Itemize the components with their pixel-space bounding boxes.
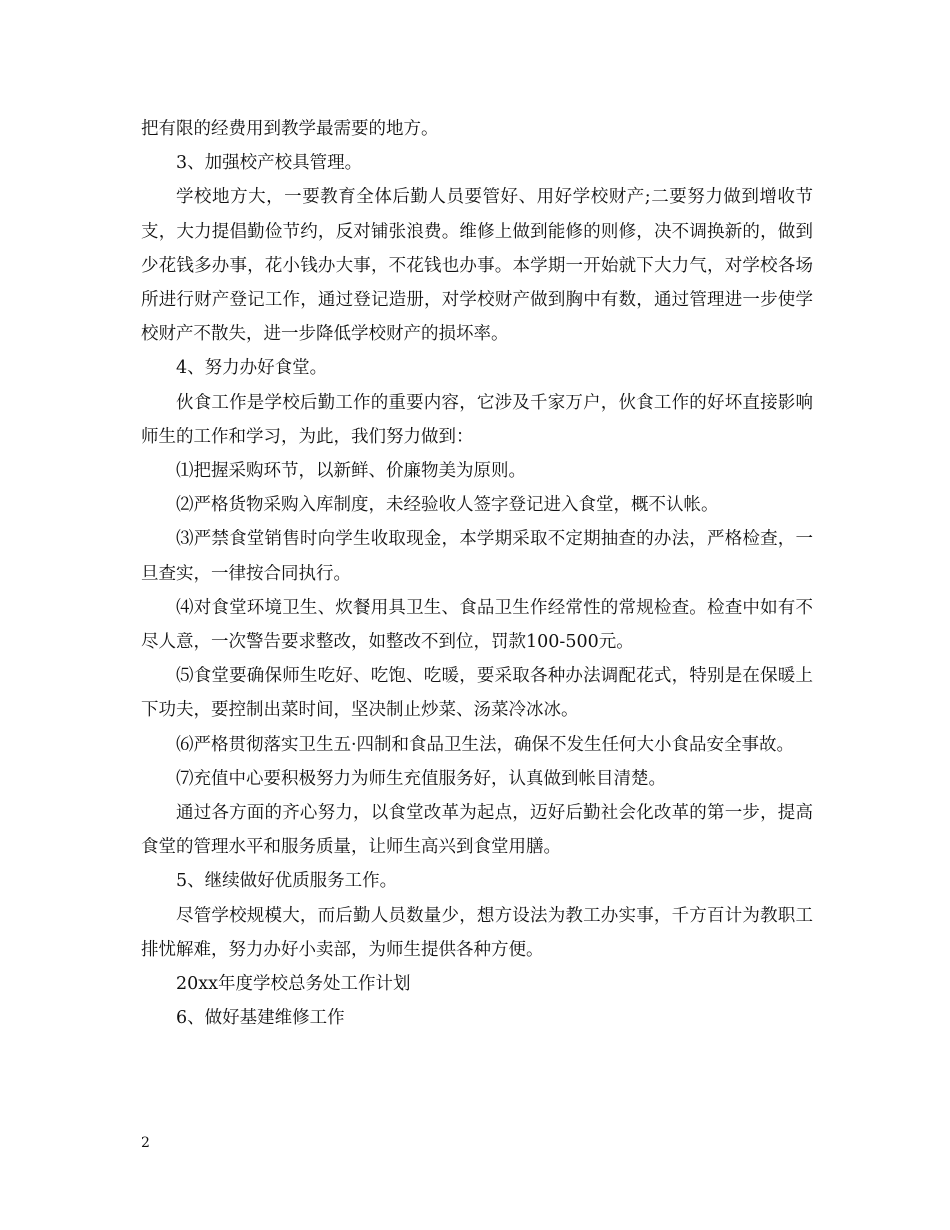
document-body xyxy=(141,112,813,1035)
paragraph-asset-management: 学校地方大，一要教育全体后勤人员要管好、用好学校财产;二要努力做到增收节支，大力提倡勤俭节约，反对铺张浪费。维修上做到能修的则修，决不调换新的，做到少花钱多办事，花小钱办大事，不花钱也办事。本学期一开始就下大力气，对学校各场所进行财产登记工作，通过登记造册，对学校财产做到胸中有数，通过管理进一步使学校财产不散失，进一步降低学校财产的损坏率。 xyxy=(141,187,813,345)
paragraph-canteen-intro: 伙食工作是学校后勤工作的重要内容，它涉及千家万户，伙食工作的好坏直接影响师生的工作和学习，为此，我们努力做到： xyxy=(141,392,813,447)
list-item-2: ⑵严格货物采购入库制度，未经验收人签字登记进入食堂，概不认帐。 xyxy=(176,495,719,516)
paragraph-service: 尽管学校规模大，而后勤人员数量少，想方设法为教工办实事，千方百计为教职工排忧解难，努力办好小卖部，为师生提供各种方便。 xyxy=(141,905,813,960)
section-heading-5: 5、继续做好优质服务工作。 xyxy=(176,871,398,892)
plan-title-line: 20xx年度学校总务处工作计划 xyxy=(176,974,411,995)
list-item-3: ⑶严禁食堂销售时向学生收取现金，本学期采取不定期抽查的办法，严格检查，一旦查实，一律按合同执行。 xyxy=(141,529,813,584)
list-item-6: ⑹严格贯彻落实卫生五·四制和食品卫生法，确保不发生任何大小食品安全事故。 xyxy=(176,734,795,755)
paragraph-continued: 把有限的经费用到教学最需要的地方。 xyxy=(141,119,439,139)
list-item-7: ⑺充值中心要积极努力为师生充值服务好，认真做到帐目清楚。 xyxy=(176,768,666,789)
section-heading-4: 4、努力办好食堂。 xyxy=(176,358,328,379)
section-heading-3: 3、加强校产校具管理。 xyxy=(176,153,363,174)
section-heading-6: 6、做好基建维修工作 xyxy=(176,1008,345,1029)
page-number: 2 xyxy=(141,1135,150,1151)
list-item-4: ⑷对食堂环境卫生、炊餐用具卫生、食品卫生作经常性的常规检查。检查中如有不尽人意，一次警告要求整改，如整改不到位，罚款100-500元。 xyxy=(141,597,813,653)
list-item-1: ⑴把握采购环节，以新鲜、价廉物美为原则。 xyxy=(176,461,526,482)
list-item-5: ⑸食堂要确保师生吃好、吃饱、吃暖，要采取各种办法调配花式，特别是在保暖上下功夫，要控制出菜时间，坚决制止炒菜、汤菜冷冰冰。 xyxy=(141,666,813,721)
paragraph-canteen-summary: 通过各方面的齐心努力，以食堂改革为起点，迈好后勤社会化改革的第一步，提高食堂的管理水平和服务质量，让师生高兴到食堂用膳。 xyxy=(141,803,813,858)
